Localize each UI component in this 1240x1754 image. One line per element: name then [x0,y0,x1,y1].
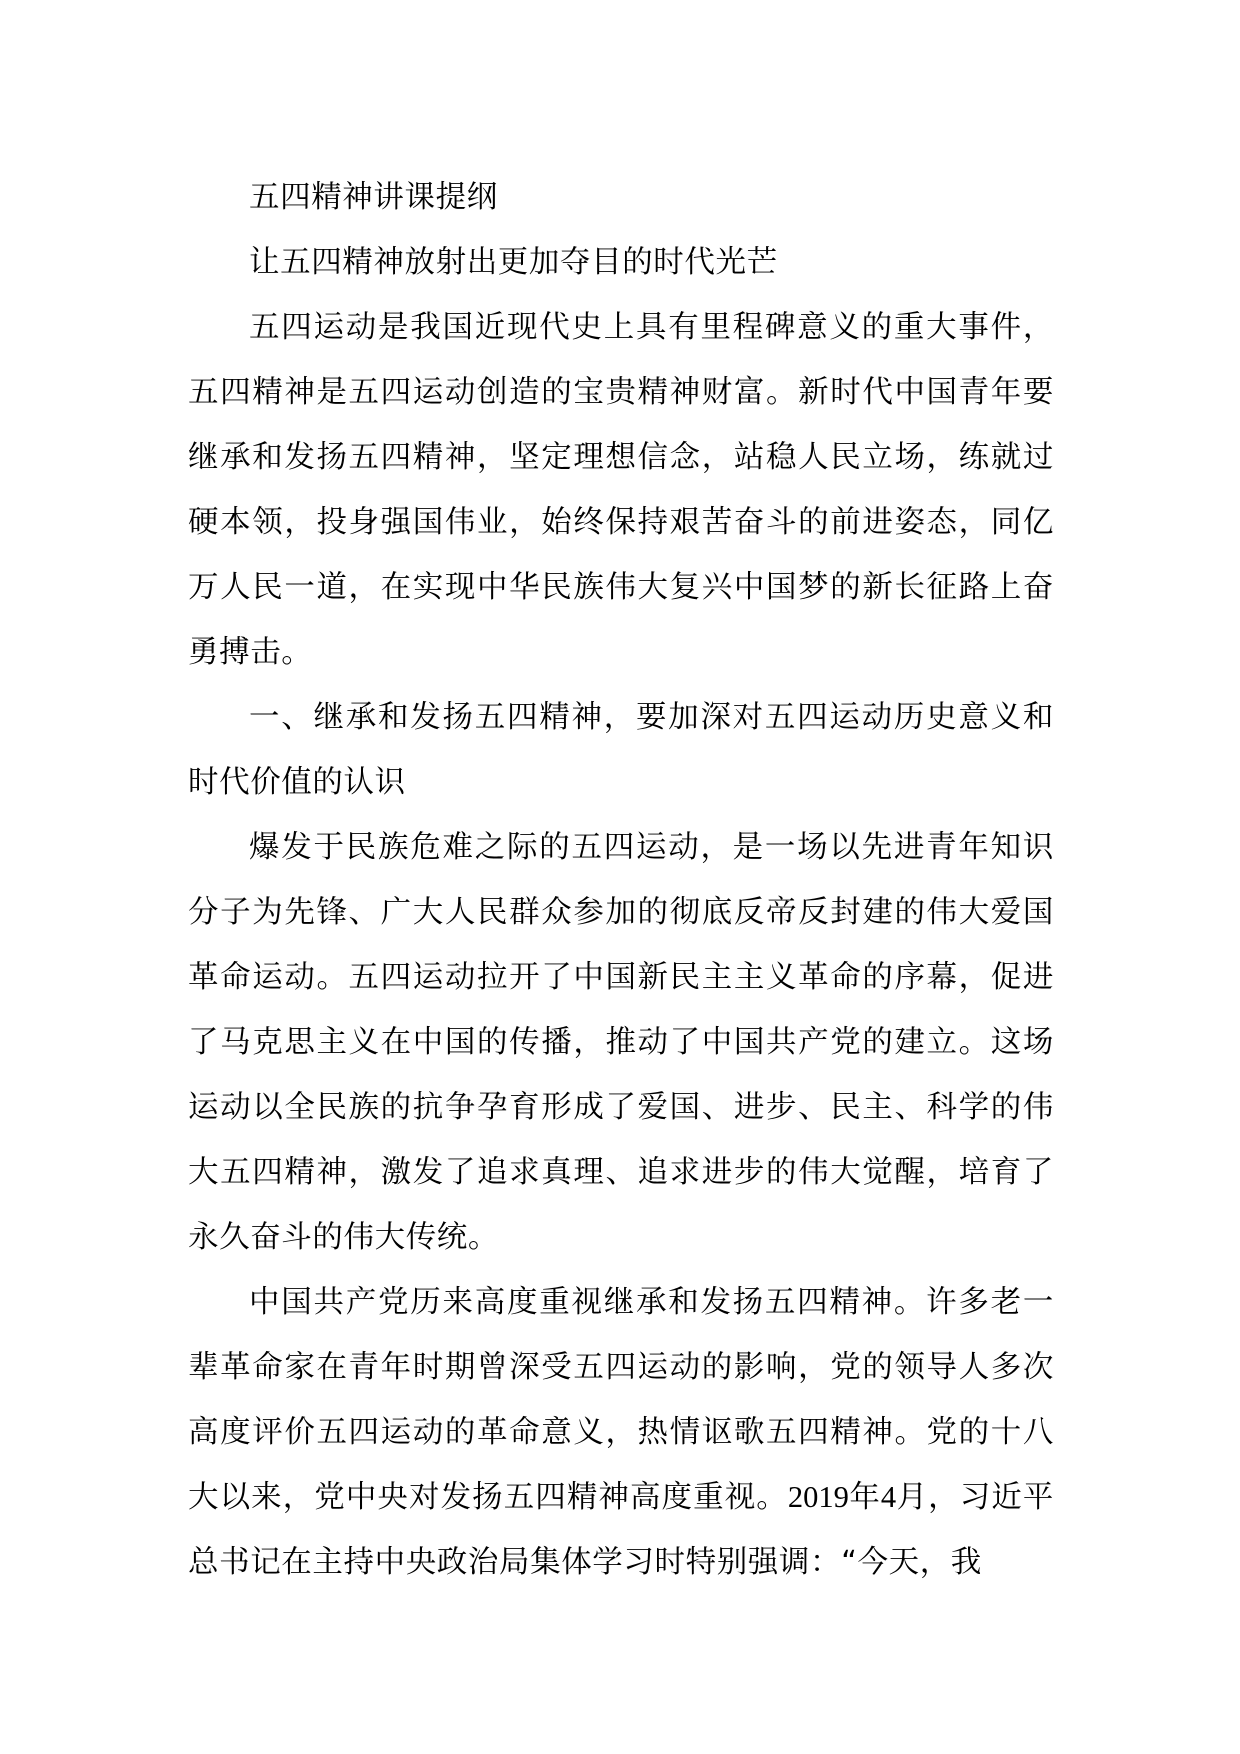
paragraph-intro: 五四运动是我国近现代史上具有里程碑意义的重大事件，五四精神是五四运动创造的宝贵精神财富。新时代中国青年要继承和发扬五四精神，坚定理想信念，站稳人民立场，练就过硬本领，投身强国伟业，始终保持艰苦奋斗的前进姿态，同亿万人民一道，在实现中华民族伟大复兴中国梦的新长征路上奋勇搏击。 [188,310,1054,670]
month-number: 4 [880,1480,897,1514]
paragraph-party [188,1270,1054,1595]
year-number: 2019 [787,1480,849,1514]
year-unit: 年 [848,1480,881,1515]
quote-start: 月，习近平总书记在主持中央政治局集体学习时特别强调：“今天，我 [188,1480,1054,1580]
document-title: 五四精神讲课提纲 [249,180,498,215]
document-body [188,165,1054,1595]
document-subtitle: 让五四精神放射出更加夺目的时代光芒 [249,245,778,280]
paragraph-history: 爆发于民族危难之际的五四运动，是一场以先进青年知识分子为先锋、广大人民群众参加的彻底反帝反封建的伟大爱国革命运动。五四运动拉开了中国新民主主义革命的序幕，促进了马克思主义在中国的传播，推动了中国共产党的建立。这场运动以全民族的抗争孕育形成了爱国、进步、民主、科学的伟大五四精神，激发了追求真理、追求进步的伟大觉醒，培育了永久奋斗的伟大传统。 [188,830,1054,1255]
section-heading-1: 一、继承和发扬五四精神，要加深对五四运动历史意义和时代价值的认识 [188,700,1054,800]
paragraph-party-text: 中国共产党历来高度重视继承和发扬五四精神。许多老一辈革命家在青年时期曾深受五四运动的影响，党的领导人多次高度评价五四运动的革命意义，热情讴歌五四精神。党的十八大以来，党中央对发扬五四精神高度重视。 [188,1285,1054,1515]
